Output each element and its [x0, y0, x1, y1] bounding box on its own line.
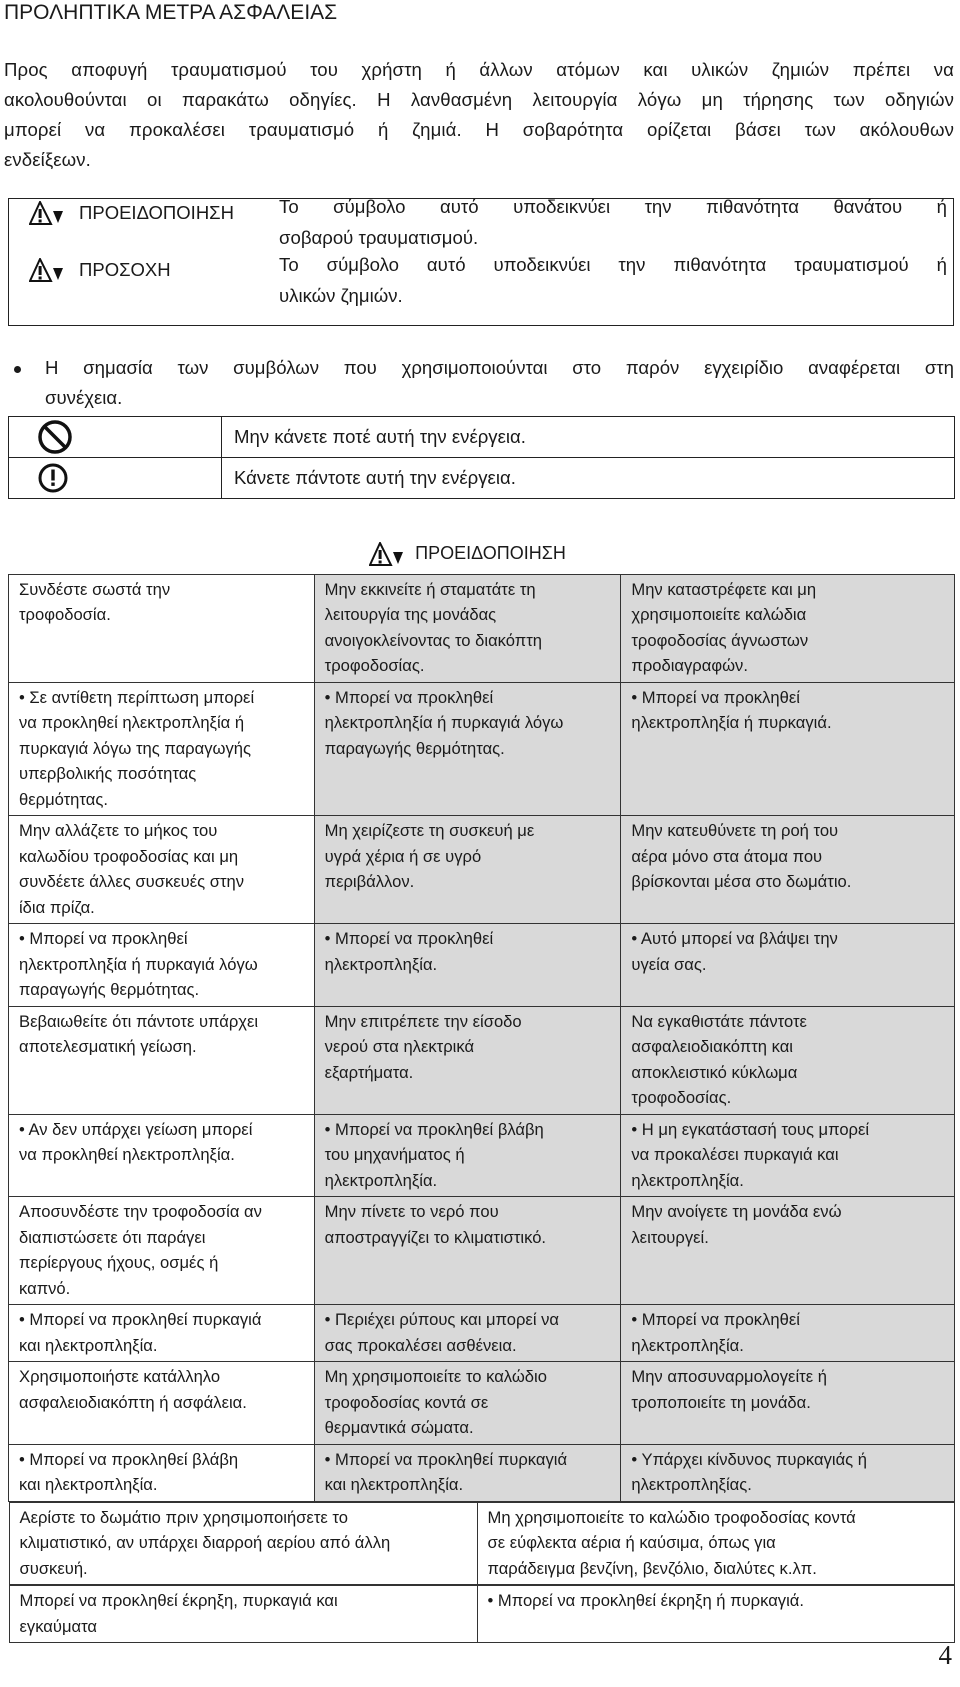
instruction-cell: [477, 1502, 954, 1585]
cell-line: Μη χρησιμοποιείτε το καλώδιο τροφοδοσίας κοντά: [487, 1507, 856, 1527]
note-line: συνέχεια.: [45, 387, 123, 408]
cell-line: αποτελεσματική γείωση.: [19, 1037, 197, 1056]
mandatory-exclamation-icon: [37, 462, 69, 494]
cell-line: • Μπορεί να προκληθεί βλάβη: [19, 1449, 239, 1469]
symbols-note: [4, 353, 954, 413]
cell-line: προδιαγραφών.: [631, 656, 748, 675]
symbol-meaning: Κάνετε πάντοτε αυτή την ενέργεια.: [222, 458, 955, 499]
page-number: 4: [938, 1640, 952, 1670]
instruction-cell: [621, 1006, 955, 1114]
consequence-cell: [621, 682, 955, 816]
page-title: ΠΡΟΛΗΠΤΙΚΑ ΜΕΤΡΑ ΑΣΦΑΛΕΙΑΣ: [4, 1, 338, 24]
cell-line: λειτουργία της μονάδας: [324, 605, 497, 624]
symbols-note-text: [45, 353, 954, 413]
consequence-cell: [314, 1444, 621, 1501]
cell-line: • Μπορεί να προκληθεί πυρκαγιά: [19, 1310, 262, 1329]
cell-line: εξαρτήματα.: [324, 1062, 414, 1082]
instruction-cell: [9, 1502, 477, 1585]
cell-line: ηλεκτροπληξία ή πυρκαγιά λόγω: [19, 954, 258, 974]
instruction-cell: [9, 1197, 315, 1305]
bullet-dot: [14, 366, 21, 373]
cell-line: αέρα μόνο στα άτομα που: [631, 846, 823, 866]
intro-line: μπορεί να προκαλέσει τραυματισμό ή ζημιά. Η σοβαρότητα ορίζεται βάσει των ακόλουθων: [4, 119, 954, 140]
cell-line: τροποποιείτε τη μονάδα.: [631, 1392, 811, 1412]
prohibited-icon: [37, 419, 73, 455]
cell-line: Μην ανοίγετε τη μονάδα ενώ: [631, 1202, 842, 1221]
description-line: Το σύμβολο αυτό υποδεικνύει την πιθανότητα θανάτου ή: [279, 196, 947, 217]
instruction-cell: [621, 574, 955, 682]
cell-line: τροφοδοσίας.: [324, 656, 425, 675]
instruction-cell: [9, 1362, 315, 1445]
cell-line: Συνδέστε σωστά την: [19, 579, 171, 599]
cell-line: Μην αλλάζετε το μήκος του: [19, 821, 218, 840]
cell-line: τροφοδοσίας κοντά σε: [324, 1392, 489, 1412]
warning-table-header: [314, 530, 621, 574]
cell-line: να προκληθεί ηλεκτροπληξία.: [19, 1145, 235, 1164]
cell-line: • Μπορεί να προκληθεί: [631, 1310, 800, 1329]
bottom-instruction-row: [9, 1501, 955, 1585]
consequence-cell: [9, 1114, 315, 1197]
cell-line: • Μπορεί να προκληθεί: [324, 687, 494, 707]
cell-line: ηλεκτροπληξία ή πυρκαγιά.: [631, 713, 832, 732]
cell-line: Μη χειρίζεστε τη συσκευή με: [324, 821, 535, 840]
intro-line: ενδείξεων.: [4, 149, 91, 170]
instruction-cell: [9, 574, 315, 682]
cell-line: Να εγκαθιστάτε πάντοτε: [631, 1011, 807, 1031]
cell-line: ασφαλειοδιακόπτη και: [631, 1037, 793, 1056]
consequence-cell: [314, 924, 621, 1007]
cell-line: Χρησιμοποιήστε κατάλληλο: [19, 1367, 221, 1386]
description-line: σοβαρού τραυματισμού.: [279, 227, 479, 248]
cell-line: τροφοδοσίας άγνωστων: [631, 630, 809, 650]
cell-line: χρησιμοποιείτε καλώδια: [631, 605, 807, 624]
caution-label-text: ΠΡΟΣΟΧΗ: [79, 259, 171, 280]
cell-line: υπερβολικής ποσότητας: [19, 764, 197, 783]
bottom-row-wrapper: [9, 1585, 955, 1643]
cell-line: Μην εκκινείτε ή σταματάτε τη: [324, 579, 536, 599]
cell-line: τροφοδοσία.: [19, 605, 111, 624]
cell-line: • Σε αντίθετη περίπτωση μπορεί: [19, 687, 255, 707]
warning-triangle-icon: [29, 258, 65, 282]
cell-line: περιβάλλον.: [324, 872, 415, 891]
cell-line: περίεργους ήχους, οσμές ή: [19, 1253, 219, 1272]
cell-line: • Η μη εγκατάστασή τους μπορεί: [631, 1119, 870, 1139]
intro-line: ακολουθούνται οι παρακάτω οδηγίες. Η λανθασμένη λειτουργία λόγω μη τήρησης των οδηγιών: [4, 89, 954, 110]
instruction-cell: [314, 1197, 621, 1305]
instruction-cell: [314, 1006, 621, 1114]
cell-line: • Αυτό μπορεί να βλάψει την: [631, 929, 838, 948]
cell-line: νερού στα ηλεκτρικά: [324, 1037, 475, 1056]
instruction-cell: [621, 1362, 955, 1445]
cell-line: τροφοδοσίας.: [631, 1088, 732, 1107]
consequence-row: [9, 1305, 955, 1362]
symbol-meaning: Μην κάνετε ποτέ αυτή την ενέργεια.: [222, 417, 955, 458]
cell-line: να προκληθεί ηλεκτροπληξία ή: [19, 713, 245, 732]
instruction-row: [9, 816, 955, 924]
cell-line: ηλεκτροπληξία.: [631, 1335, 744, 1355]
cell-line: • Αν δεν υπάρχει γείωση μπορεί: [19, 1119, 253, 1139]
consequence-cell: [9, 1444, 315, 1501]
cell-line: Μην επιτρέπετε την είσοδο: [324, 1011, 522, 1031]
cell-line: Μην πίνετε το νερό που: [324, 1202, 499, 1221]
cell-line: Αερίστε το δωμάτιο πριν χρησιμοποιήσετε το: [19, 1507, 348, 1527]
intro-line: Προς αποφυγή τραυματισμού του χρήστη ή άλλων ατόμων και υλικών ζημιών πρέπει να: [4, 59, 954, 80]
cell-line: • Μπορεί να προκληθεί: [19, 929, 188, 948]
consequence-cell: [9, 1586, 477, 1643]
consequence-row: [9, 924, 955, 1007]
cell-line: εγκαύματα: [19, 1616, 98, 1636]
cell-line: συνδέετε άλλες συσκευές στην: [19, 872, 245, 891]
instruction-row: [9, 1197, 955, 1305]
consequence-cell: [314, 1114, 621, 1197]
cell-line: Μπορεί να προκληθεί έκρηξη, πυρκαγιά και: [19, 1591, 338, 1610]
warning-level-description: [279, 249, 947, 311]
consequence-cell: [621, 924, 955, 1007]
consequence-cell: [9, 924, 315, 1007]
warning-table-header-row: [9, 530, 955, 574]
cell-line: του μηχανήματος ή: [324, 1145, 465, 1164]
consequence-row: [9, 1444, 955, 1501]
cell-line: σας προκαλέσει ασθένεια.: [324, 1335, 517, 1355]
warning-levels-box: [8, 198, 954, 326]
cell-line: • Μπορεί να προκληθεί έκρηξη ή πυρκαγιά.: [487, 1591, 804, 1610]
cell-line: παράδειγμα βενζίνη, βενζόλιο, διαλύτες κ.λπ.: [487, 1558, 817, 1578]
warning-triangle-icon: [369, 542, 405, 566]
cell-line: και ηλεκτροπληξία.: [19, 1475, 158, 1494]
warning-label-text: ΠΡΟΕΙΔΟΠΟΙΗΣΗ: [79, 202, 234, 223]
consequence-row: [9, 682, 955, 816]
symbol-icon-cell: [9, 417, 222, 458]
cell-line: αποκλειστικό κύκλωμα: [631, 1062, 798, 1082]
cell-line: υγεία σας.: [631, 954, 707, 974]
cell-line: θερμαντικά σώματα.: [324, 1418, 474, 1437]
symbols-table: [8, 416, 955, 499]
cell-line: παραγωγής θερμότητας.: [19, 980, 200, 999]
consequence-cell: [314, 682, 621, 816]
cell-line: ηλεκτροπληξία ή πυρκαγιά λόγω: [324, 713, 564, 732]
symbol-row: [9, 458, 955, 499]
cell-line: ηλεκτροπληξίας.: [631, 1475, 752, 1494]
cell-line: λειτουργεί.: [631, 1227, 709, 1247]
cell-line: σε εύφλεκτα αέρια ή καύσιμα, όπως για: [487, 1533, 776, 1552]
cell-line: Μην αποσυναρμολογείτε ή: [631, 1367, 827, 1386]
cell-line: κλιματιστικό, αν υπάρχει διαρροή αερίου από άλλη: [19, 1533, 391, 1552]
description-line: Το σύμβολο αυτό υποδεικνύει την πιθανότητα τραυματισμού ή: [279, 254, 947, 275]
instruction-cell: [621, 816, 955, 924]
bottom-row-table: [9, 1585, 955, 1643]
cell-line: υγρά χέρια ή σε υγρό: [324, 846, 482, 866]
cell-line: και ηλεκτροπληξία.: [324, 1475, 464, 1494]
cell-line: ανοιγοκλείνοντας το διακόπτη: [324, 630, 542, 650]
cell-line: • Υπάρχει κίνδυνος πυρκαγιάς ή: [631, 1449, 868, 1469]
intro-paragraph: [4, 55, 954, 175]
symbol-row: [9, 417, 955, 458]
cell-line: Μη χρησιμοποιείτε το καλώδιο: [324, 1367, 547, 1386]
cell-line: Βεβαιωθείτε ότι πάντοτε υπάρχει: [19, 1011, 259, 1031]
cell-line: και ηλεκτροπληξία.: [19, 1335, 158, 1355]
instruction-cell: [314, 1362, 621, 1445]
cell-line: καλωδίου τροφοδοσίας και μη: [19, 846, 239, 866]
consequence-cell: [621, 1444, 955, 1501]
cell-line: παραγωγής θερμότητας.: [324, 738, 505, 758]
instruction-cell: [314, 816, 621, 924]
cell-line: Μην κατευθύνετε τη ροή του: [631, 821, 839, 840]
instruction-row: [9, 574, 955, 682]
description-line: υλικών ζημιών.: [279, 285, 403, 306]
consequence-cell: [9, 682, 315, 816]
consequence-cell: [477, 1586, 954, 1643]
instruction-cell: [9, 1006, 315, 1114]
cell-line: • Μπορεί να προκληθεί: [631, 687, 800, 707]
cell-line: • Περιέχει ρύπους και μπορεί να: [324, 1310, 560, 1329]
cell-line: πυρκαγιά λόγω της παραγωγής: [19, 738, 251, 758]
instruction-cell: [621, 1197, 955, 1305]
bottom-consequence-row: [9, 1585, 955, 1643]
warning-level-label: [29, 258, 171, 282]
warning-triangle-icon: [29, 201, 65, 225]
cell-line: καπνό.: [19, 1278, 71, 1298]
note-line: Η σημασία των συμβόλων που χρησιμοποιούνται στο παρόν εγχειρίδιο αναφέρεται στη: [45, 357, 954, 378]
consequence-cell: [314, 1305, 621, 1362]
warning-level-description: [279, 191, 947, 253]
warning-level-label: [29, 201, 234, 225]
warning-table: [8, 530, 955, 1643]
cell-line: ηλεκτροπληξία.: [631, 1170, 744, 1190]
instruction-cell: [314, 574, 621, 682]
bottom-row-table: [9, 1502, 955, 1586]
cell-line: Αποσυνδέστε την τροφοδοσία αν: [19, 1202, 262, 1221]
instruction-cell: [9, 816, 315, 924]
cell-line: θερμότητας.: [19, 789, 108, 809]
instruction-row: [9, 1362, 955, 1445]
cell-line: • Μπορεί να προκληθεί βλάβη: [324, 1119, 544, 1139]
cell-line: Μην καταστρέφετε και μη: [631, 579, 817, 599]
consequence-cell: [9, 1305, 315, 1362]
warning-table-title: ΠΡΟΕΙΔΟΠΟΙΗΣΗ: [415, 542, 566, 563]
consequence-row: [9, 1114, 955, 1197]
cell-line: συσκευή.: [19, 1558, 88, 1578]
cell-line: ίδια πρίζα.: [19, 897, 95, 917]
symbol-icon-cell: [9, 458, 222, 499]
cell-line: ηλεκτροπληξία.: [324, 954, 438, 974]
cell-line: • Μπορεί να προκληθεί: [324, 929, 494, 948]
cell-line: αποστραγγίζει το κλιματιστικό.: [324, 1227, 547, 1247]
consequence-cell: [621, 1114, 955, 1197]
consequence-cell: [621, 1305, 955, 1362]
instruction-row: [9, 1006, 955, 1114]
cell-line: βρίσκονται μέσα στο δωμάτιο.: [631, 872, 852, 891]
cell-line: ασφαλειοδιακόπτη ή ασφάλεια.: [19, 1392, 247, 1412]
cell-line: διαπιστώσετε ότι παράγει: [19, 1227, 206, 1247]
cell-line: να προκαλέσει πυρκαγιά και: [631, 1145, 839, 1164]
bottom-row-wrapper: [9, 1501, 955, 1585]
cell-line: • Μπορεί να προκληθεί πυρκαγιά: [324, 1449, 568, 1469]
cell-line: ηλεκτροπληξία.: [324, 1170, 438, 1190]
